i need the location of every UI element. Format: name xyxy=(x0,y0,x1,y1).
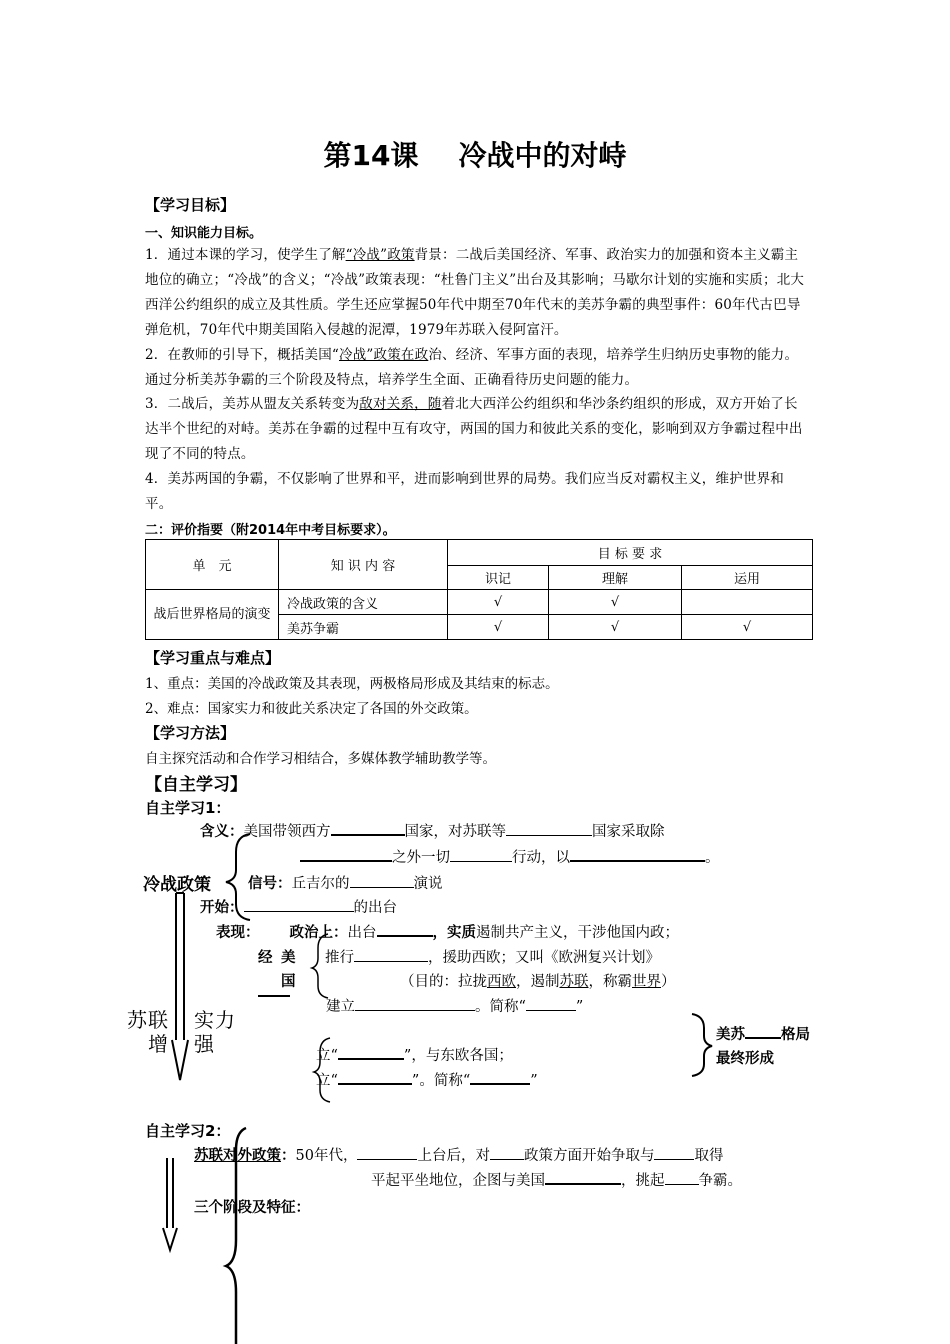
goal-p4: 4．美苏两国的争霸，不仅影响了世界和平，进而影响到世界的局势。我们应当反对霸权主义，维护世界和平。 xyxy=(145,471,784,512)
policy-line-2: 平起平坐地位，企图与美国 ，挑起 争霸。 xyxy=(371,1169,742,1190)
goal-p2: 2．在教师的引导下，概括美国“冷战”政策在政治、经济、军事方面的表现，培养学生归纳历史事物的能力。通过分析美苏争霸的三个阶段及特点，培养学生全面、正确看待历史问题的能力。 xyxy=(145,347,799,388)
stages-label: 三个阶段及特征： xyxy=(194,1200,310,1216)
col-unit-header: 单 元 xyxy=(146,540,279,590)
cold-war-label: 冷战政策 xyxy=(143,875,211,895)
econ-char: 国 xyxy=(281,974,296,990)
keypoints-heading: 【学习重点与难点】 xyxy=(145,649,281,667)
self-study-2: 自主学习2： xyxy=(145,1122,231,1140)
col-apply: 运用 xyxy=(682,566,813,590)
brace-econ xyxy=(312,934,328,998)
col-content-header: 知 识 内 容 xyxy=(279,540,448,590)
down-arrow-icon xyxy=(172,893,188,1080)
method-heading: 【学习方法】 xyxy=(145,724,236,742)
brace-east xyxy=(314,1038,330,1102)
goals-heading: 【学习目标】 xyxy=(145,196,236,214)
meaning-line: 含义：美国带领西方 国家，对苏联等 国家采取除 xyxy=(200,820,665,841)
goals-sub2: 二：评价指要（附2014年中考目标要求）。 xyxy=(145,523,396,538)
show-line: 表现： 政治上：出台 ，实质遏制共产主义，干涉他国内政； xyxy=(216,921,679,942)
brace-left-large xyxy=(226,834,250,920)
self-heading: 【自主学习】 xyxy=(145,775,247,795)
east-line-1: 立“ ”，与东欧各国； xyxy=(316,1044,513,1065)
east-line-2: 立“ ”。简称“ ” xyxy=(316,1069,538,1090)
keypoint-1: 1、重点：美国的冷战政策及其表现，两极格局形成及其结束的标志。 xyxy=(145,676,559,692)
pattern-line: 美苏 格局 xyxy=(716,1023,810,1044)
content-cell: 美苏争霸 xyxy=(279,615,448,640)
brace-long xyxy=(226,1128,246,1344)
econ-char: 经 xyxy=(258,950,273,966)
strong-char: 强 xyxy=(194,1032,214,1056)
pattern-final: 最终形成 xyxy=(716,1051,774,1067)
aim-line: （目的：拉拢西欧，遏制苏联，称霸世界） xyxy=(400,974,676,990)
unit-cell: 战后世界格局的演变 xyxy=(146,590,279,640)
increase-char: 增 xyxy=(148,1032,168,1056)
goal-p1: 1．通过本课的学习，使学生了解“冷战”政策背景：二战后美国经济、军事、政治实力的加强和资本主义霸主地位的确立；“冷战”的含义；“冷战”政策表现：“杜鲁门主义”出台及其影响；马歇尔计划的实施和实质；北大西洋公约组织的成立及其性质。学生还应掌握50年代中期至70年代末的美苏争霸的典型事件：60年代古巴导弹危机，70年代中期美国陷入侵越的泥潭，1979年苏联入侵阿富汗。 xyxy=(145,247,805,338)
mark-cell: √ xyxy=(448,615,549,640)
down-arrow-icon-2 xyxy=(163,1158,177,1250)
mark-cell: √ xyxy=(448,590,549,615)
col-understand: 理解 xyxy=(549,566,682,590)
signal-line: 信号：丘吉尔的 演说 xyxy=(248,872,443,893)
goals-sub1: 一、知识能力目标。 xyxy=(145,226,263,241)
strength-label: 实力 xyxy=(194,1008,236,1032)
self-study-1: 自主学习1： xyxy=(145,799,231,817)
econ-char: 美 xyxy=(281,950,296,966)
mark-cell: √ xyxy=(549,615,682,640)
keypoint-2: 2、难点：国家实力和彼此关系决定了各国的外交政策。 xyxy=(145,701,478,717)
brace-right xyxy=(692,1014,712,1076)
policy-line: 苏联对外政策：50年代， 上台后，对 政策方面开始争取与 取得 xyxy=(194,1144,723,1165)
col-req-header: 目 标 要 求 xyxy=(448,540,813,566)
start-line: 开始： 的出台 xyxy=(200,896,397,917)
goal-p3: 3．二战后，美苏从盟友关系转变为敌对关系，随着北大西洋公约组织和华沙条约组织的形成，双方开始了长达半个世纪的对峙。美苏在争霸的过程中互有攻守，两国的国力和彼此关系的变化，影响到双方争霸过程中出现了不同的特点。 xyxy=(145,396,803,462)
page-title: 第14课 冷战中的对峙 xyxy=(323,139,627,172)
meaning-line-2: 之外一切 行动，以 。 xyxy=(300,846,720,867)
mark-cell: √ xyxy=(549,590,682,615)
mark-cell: √ xyxy=(682,615,813,640)
econ-line: 推行 ，援助西欧；又叫《欧洲复兴计划》 xyxy=(325,946,660,967)
col-memorize: 识记 xyxy=(448,566,549,590)
soviet-label: 苏联 xyxy=(127,1008,169,1032)
method-text: 自主探究活动和合作学习相结合，多媒体教学辅助教学等。 xyxy=(145,751,496,767)
content-cell: 冷战政策的含义 xyxy=(279,590,448,615)
military-line: 建立 。简称“ ” xyxy=(326,995,583,1016)
